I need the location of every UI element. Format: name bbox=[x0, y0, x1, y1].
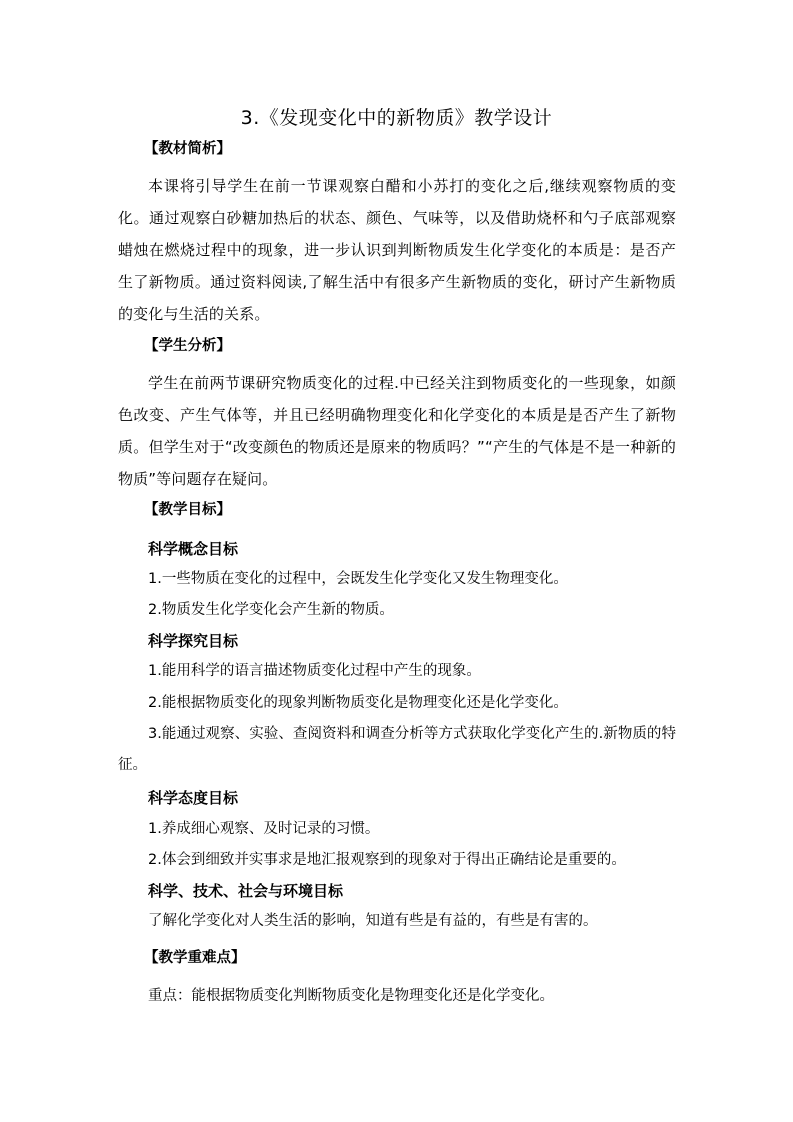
inquiry-goal-item-1: 1.能用科学的语言描述物质变化过程中产生的现象。 bbox=[148, 663, 481, 679]
inquiry-goal-item-2: 2.能根据物质变化的现象判断物质变化是物理变化还是化学变化。 bbox=[148, 695, 568, 711]
attitude-goal-item-1: 1.养成细心观察、及时记录的习惯。 bbox=[148, 821, 380, 837]
attitude-goal-item-2: 2.体会到细致并实事求是地汇报观察到的现象对于得出正确结论是重要的。 bbox=[148, 852, 626, 868]
sts-goal-item-1: 了解化学变化对人类生活的影响，知道有些是有益的，有些是有害的。 bbox=[148, 913, 598, 929]
concept-goal-item-1: 1.一些物质在变化的过程中，会既发生化学变化又发生物理变化。 bbox=[148, 571, 568, 587]
section-heading-student-analysis: 【学生分析】 bbox=[144, 338, 231, 354]
document-title: 3.《发现变化中的新物质》教学设计 bbox=[240, 107, 553, 129]
subheading-sts-goals: 科学、技术、社会与环境目标 bbox=[148, 882, 344, 900]
concept-goal-item-2: 2.物质发生化学变化会产生新的物质。 bbox=[148, 602, 394, 618]
subheading-concept-goals: 科学概念目标 bbox=[148, 540, 239, 558]
section-heading-teaching-goals: 【教学目标】 bbox=[144, 502, 231, 518]
textbook-analysis-paragraph: 本课将引导学生在前一节课观察白醋和小苏打的变化之后,继续观察物质的变化。通过观察白砂糖加热后的状态、颜色、气味等，以及借助烧杯和勺子底部观察蜡烛在燃烧过程中的现象，进一步认识到判断物质发生化学变化的本质是：是否产生了新物质。通过资料阅读,了解生活中有很多产生新物质的变化，研讨产生新物质的变化与生活的关系。 bbox=[118, 177, 676, 323]
inquiry-goal-item-3: 3.能通过观察、实验、查阅资料和调查分析等方式获取化学变化产生的.新物质的特征。 bbox=[118, 726, 676, 773]
section-heading-key-difficulties: 【教学重难点】 bbox=[144, 950, 246, 966]
section-heading-textbook-analysis: 【教材简析】 bbox=[144, 141, 231, 157]
subheading-inquiry-goals: 科学探究目标 bbox=[148, 632, 239, 650]
student-analysis-paragraph: 学生在前两节课研究物质变化的过程.中已经关注到物质变化的一些现象，如颜色改变、产生气体等，并且已经明确物理变化和化学变化的本质是是否产生了新物质。但学生对于“改变颜色的物质还是原来的物质吗？”“产生的气体是不是一种新的物质”等问题存在疑问。 bbox=[118, 374, 676, 488]
key-point-item-1: 重点：能根据物质变化判断物质变化是物理变化还是化学变化。 bbox=[148, 988, 554, 1004]
subheading-attitude-goals: 科学态度目标 bbox=[148, 789, 239, 807]
